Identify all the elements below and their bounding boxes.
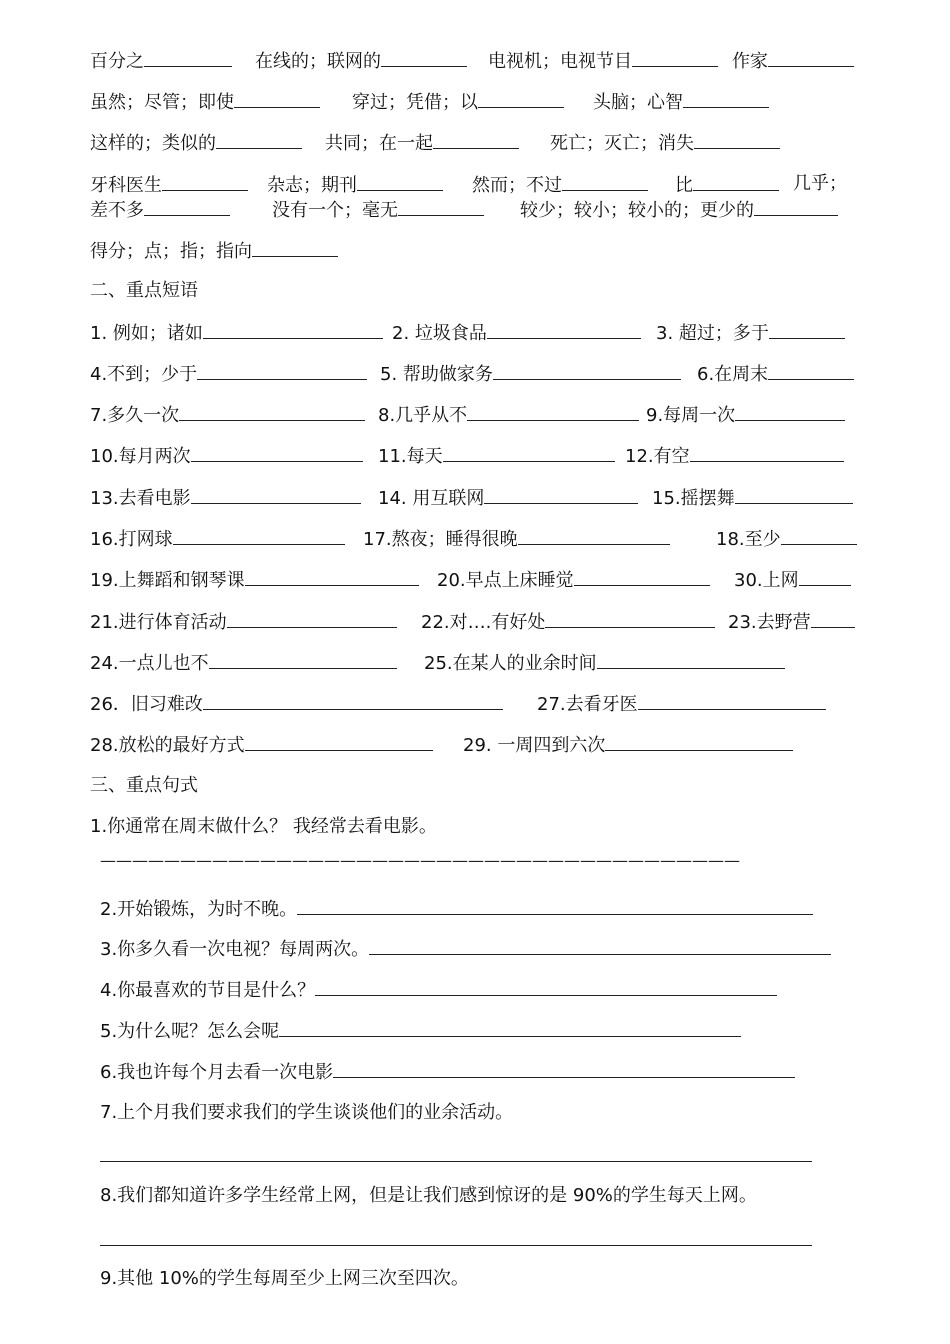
answer-blank[interactable] bbox=[191, 443, 363, 462]
answer-blank[interactable] bbox=[478, 89, 564, 108]
sentence-prompt: 2.开始锻炼，为时不晚。 bbox=[100, 899, 298, 920]
answer-blank[interactable] bbox=[144, 48, 232, 67]
phrase-label: 3. 超过；多于 bbox=[656, 323, 769, 344]
phrase-label: 21.进行体育活动 bbox=[90, 612, 227, 633]
phrase-label: 28.放松的最好方式 bbox=[90, 735, 245, 756]
answer-blank[interactable] bbox=[398, 197, 484, 216]
phrase-label: 29. 一周四到六次 bbox=[463, 735, 606, 756]
sentence-9: 9.其他 10%的学生每周至少上网三次至四次。 bbox=[100, 1268, 469, 1289]
phrase-label: 17.熬夜；睡得很晚 bbox=[363, 529, 518, 550]
answer-blank[interactable] bbox=[518, 526, 670, 545]
answer-blank[interactable] bbox=[203, 691, 503, 710]
answer-blank[interactable] bbox=[487, 320, 641, 339]
phrase-label: 13.去看电影 bbox=[90, 488, 191, 509]
vocab-item: 得分；点；指；指向 bbox=[90, 241, 252, 262]
answer-blank[interactable] bbox=[252, 238, 338, 257]
answer-blank[interactable] bbox=[545, 609, 715, 628]
answer-blank[interactable] bbox=[690, 443, 844, 462]
phrase-label: 7.多久一次 bbox=[90, 405, 180, 426]
answer-blank[interactable] bbox=[162, 172, 248, 191]
answer-blank[interactable] bbox=[443, 443, 615, 462]
answer-blank[interactable] bbox=[245, 732, 433, 751]
answer-blank[interactable] bbox=[245, 567, 419, 586]
answer-blank[interactable] bbox=[694, 130, 780, 149]
phrase-label: 9.每周一次 bbox=[646, 405, 736, 426]
answer-blank[interactable] bbox=[234, 89, 320, 108]
answer-blank[interactable] bbox=[605, 732, 793, 751]
phrase-label: 6.在周末 bbox=[697, 364, 769, 385]
phrase-label: 23.去野营 bbox=[728, 612, 811, 633]
sentence-prompt: 3.你多久看一次电视？每周两次。 bbox=[100, 939, 370, 960]
phrase-label: 2. 垃圾食品 bbox=[392, 323, 487, 344]
sentence-8: 8.我们都知道许多学生经常上网，但是让我们感到惊讶的是 90%的学生每天上网。 bbox=[100, 1185, 757, 1206]
phrase-label: 19.上舞蹈和钢琴课 bbox=[90, 570, 245, 591]
vocab-item: 百分之 bbox=[90, 51, 144, 72]
phrase-label: 26．旧习难改 bbox=[90, 694, 203, 715]
answer-blank[interactable] bbox=[433, 130, 519, 149]
answer-blank[interactable] bbox=[574, 567, 710, 586]
answer-blank[interactable] bbox=[493, 361, 681, 380]
phrase-label: 27.去看牙医 bbox=[537, 694, 638, 715]
answer-blank[interactable] bbox=[315, 977, 777, 996]
vocab-item: 电视机；电视节目 bbox=[488, 51, 632, 72]
answer-blank[interactable] bbox=[467, 402, 639, 421]
phrase-label: 20.早点上床睡觉 bbox=[437, 570, 574, 591]
vocab-item: 差不多 bbox=[90, 200, 144, 221]
answer-blank[interactable] bbox=[197, 361, 367, 380]
phrase-label: 22.对….有好处 bbox=[421, 612, 546, 633]
answer-line[interactable] bbox=[100, 1161, 812, 1162]
vocab-item: 比 bbox=[675, 175, 693, 196]
answer-blank[interactable] bbox=[693, 172, 779, 191]
sentence-prompt: 5.为什么呢？怎么会呢 bbox=[100, 1021, 280, 1042]
vocab-item: 几乎； bbox=[793, 173, 847, 194]
vocab-item: 这样的；类似的 bbox=[90, 133, 216, 154]
phrase-label: 24.一点儿也不 bbox=[90, 653, 209, 674]
phrase-label: 5. 帮助做家务 bbox=[380, 364, 493, 385]
answer-blank[interactable] bbox=[768, 48, 854, 67]
answer-dash-line[interactable]: ———————————————————————————————————————— bbox=[100, 851, 740, 870]
answer-blank[interactable] bbox=[768, 361, 854, 380]
phrase-label: 16.打网球 bbox=[90, 529, 173, 550]
answer-blank[interactable] bbox=[754, 197, 838, 216]
answer-blank[interactable] bbox=[297, 896, 813, 915]
phrase-label: 18.至少 bbox=[716, 529, 781, 550]
phrase-label: 12.有空 bbox=[625, 446, 690, 467]
answer-blank[interactable] bbox=[735, 485, 853, 504]
answer-blank[interactable] bbox=[203, 320, 383, 339]
answer-blank[interactable] bbox=[683, 89, 769, 108]
vocab-item: 牙科医生 bbox=[90, 175, 162, 196]
answer-line[interactable] bbox=[100, 1245, 812, 1246]
vocab-item: 较少；较小；较小的；更少的 bbox=[520, 200, 754, 221]
phrase-label: 8.几乎从不 bbox=[378, 405, 468, 426]
phrase-label: 30.上网 bbox=[734, 570, 799, 591]
answer-blank[interactable] bbox=[173, 526, 345, 545]
answer-blank[interactable] bbox=[638, 691, 826, 710]
answer-blank[interactable] bbox=[781, 526, 857, 545]
phrase-label: 15.摇摆舞 bbox=[652, 488, 735, 509]
answer-blank[interactable] bbox=[209, 650, 397, 669]
phrase-label: 11.每天 bbox=[378, 446, 443, 467]
vocab-item: 然而；不过 bbox=[472, 175, 562, 196]
answer-blank[interactable] bbox=[369, 936, 831, 955]
phrase-label: 14. 用互联网 bbox=[378, 488, 485, 509]
answer-blank[interactable] bbox=[357, 172, 443, 191]
vocab-item: 没有一个；毫无 bbox=[272, 200, 398, 221]
sentence-7: 7.上个月我们要求我们的学生谈谈他们的业余活动。 bbox=[100, 1102, 514, 1123]
answer-blank[interactable] bbox=[381, 48, 467, 67]
answer-blank[interactable] bbox=[227, 609, 397, 628]
answer-blank[interactable] bbox=[632, 48, 718, 67]
section-heading-phrases: 二、重点短语 bbox=[90, 280, 198, 301]
answer-blank[interactable] bbox=[144, 197, 230, 216]
answer-blank[interactable] bbox=[799, 567, 851, 586]
vocab-item: 杂志；期刊 bbox=[267, 175, 357, 196]
phrase-label: 4.不到；少于 bbox=[90, 364, 198, 385]
vocab-item: 在线的；联网的 bbox=[255, 51, 381, 72]
answer-blank[interactable] bbox=[735, 402, 845, 421]
answer-blank[interactable] bbox=[597, 650, 785, 669]
phrase-label: 10.每月两次 bbox=[90, 446, 191, 467]
answer-blank[interactable] bbox=[216, 130, 302, 149]
answer-blank[interactable] bbox=[562, 172, 648, 191]
phrase-label: 25.在某人的业余时间 bbox=[424, 653, 597, 674]
phrase-label: 1. 例如；诸如 bbox=[90, 323, 203, 344]
answer-blank[interactable] bbox=[811, 609, 855, 628]
vocab-item: 头脑；心智 bbox=[593, 92, 683, 113]
vocab-item: 作家 bbox=[732, 51, 768, 72]
answer-blank[interactable] bbox=[279, 1018, 741, 1037]
sentence-prompt: 4.你最喜欢的节目是什么？ bbox=[100, 980, 316, 1001]
sentence-prompt: 6.我也许每个月去看一次电影 bbox=[100, 1062, 334, 1083]
answer-blank[interactable] bbox=[333, 1059, 795, 1078]
answer-blank[interactable] bbox=[769, 320, 845, 339]
vocab-item: 虽然；尽管；即使 bbox=[90, 92, 234, 113]
answer-blank[interactable] bbox=[179, 402, 365, 421]
answer-blank[interactable] bbox=[191, 485, 361, 504]
vocab-item: 穿过；凭借；以 bbox=[352, 92, 478, 113]
sentence-1: 1.你通常在周末做什么？ 我经常去看电影。 bbox=[90, 816, 437, 837]
answer-blank[interactable] bbox=[484, 485, 638, 504]
section-heading-sentences: 三、重点句式 bbox=[90, 775, 198, 796]
vocab-item: 死亡；灭亡；消失 bbox=[550, 133, 694, 154]
vocab-item: 共同；在一起 bbox=[325, 133, 433, 154]
